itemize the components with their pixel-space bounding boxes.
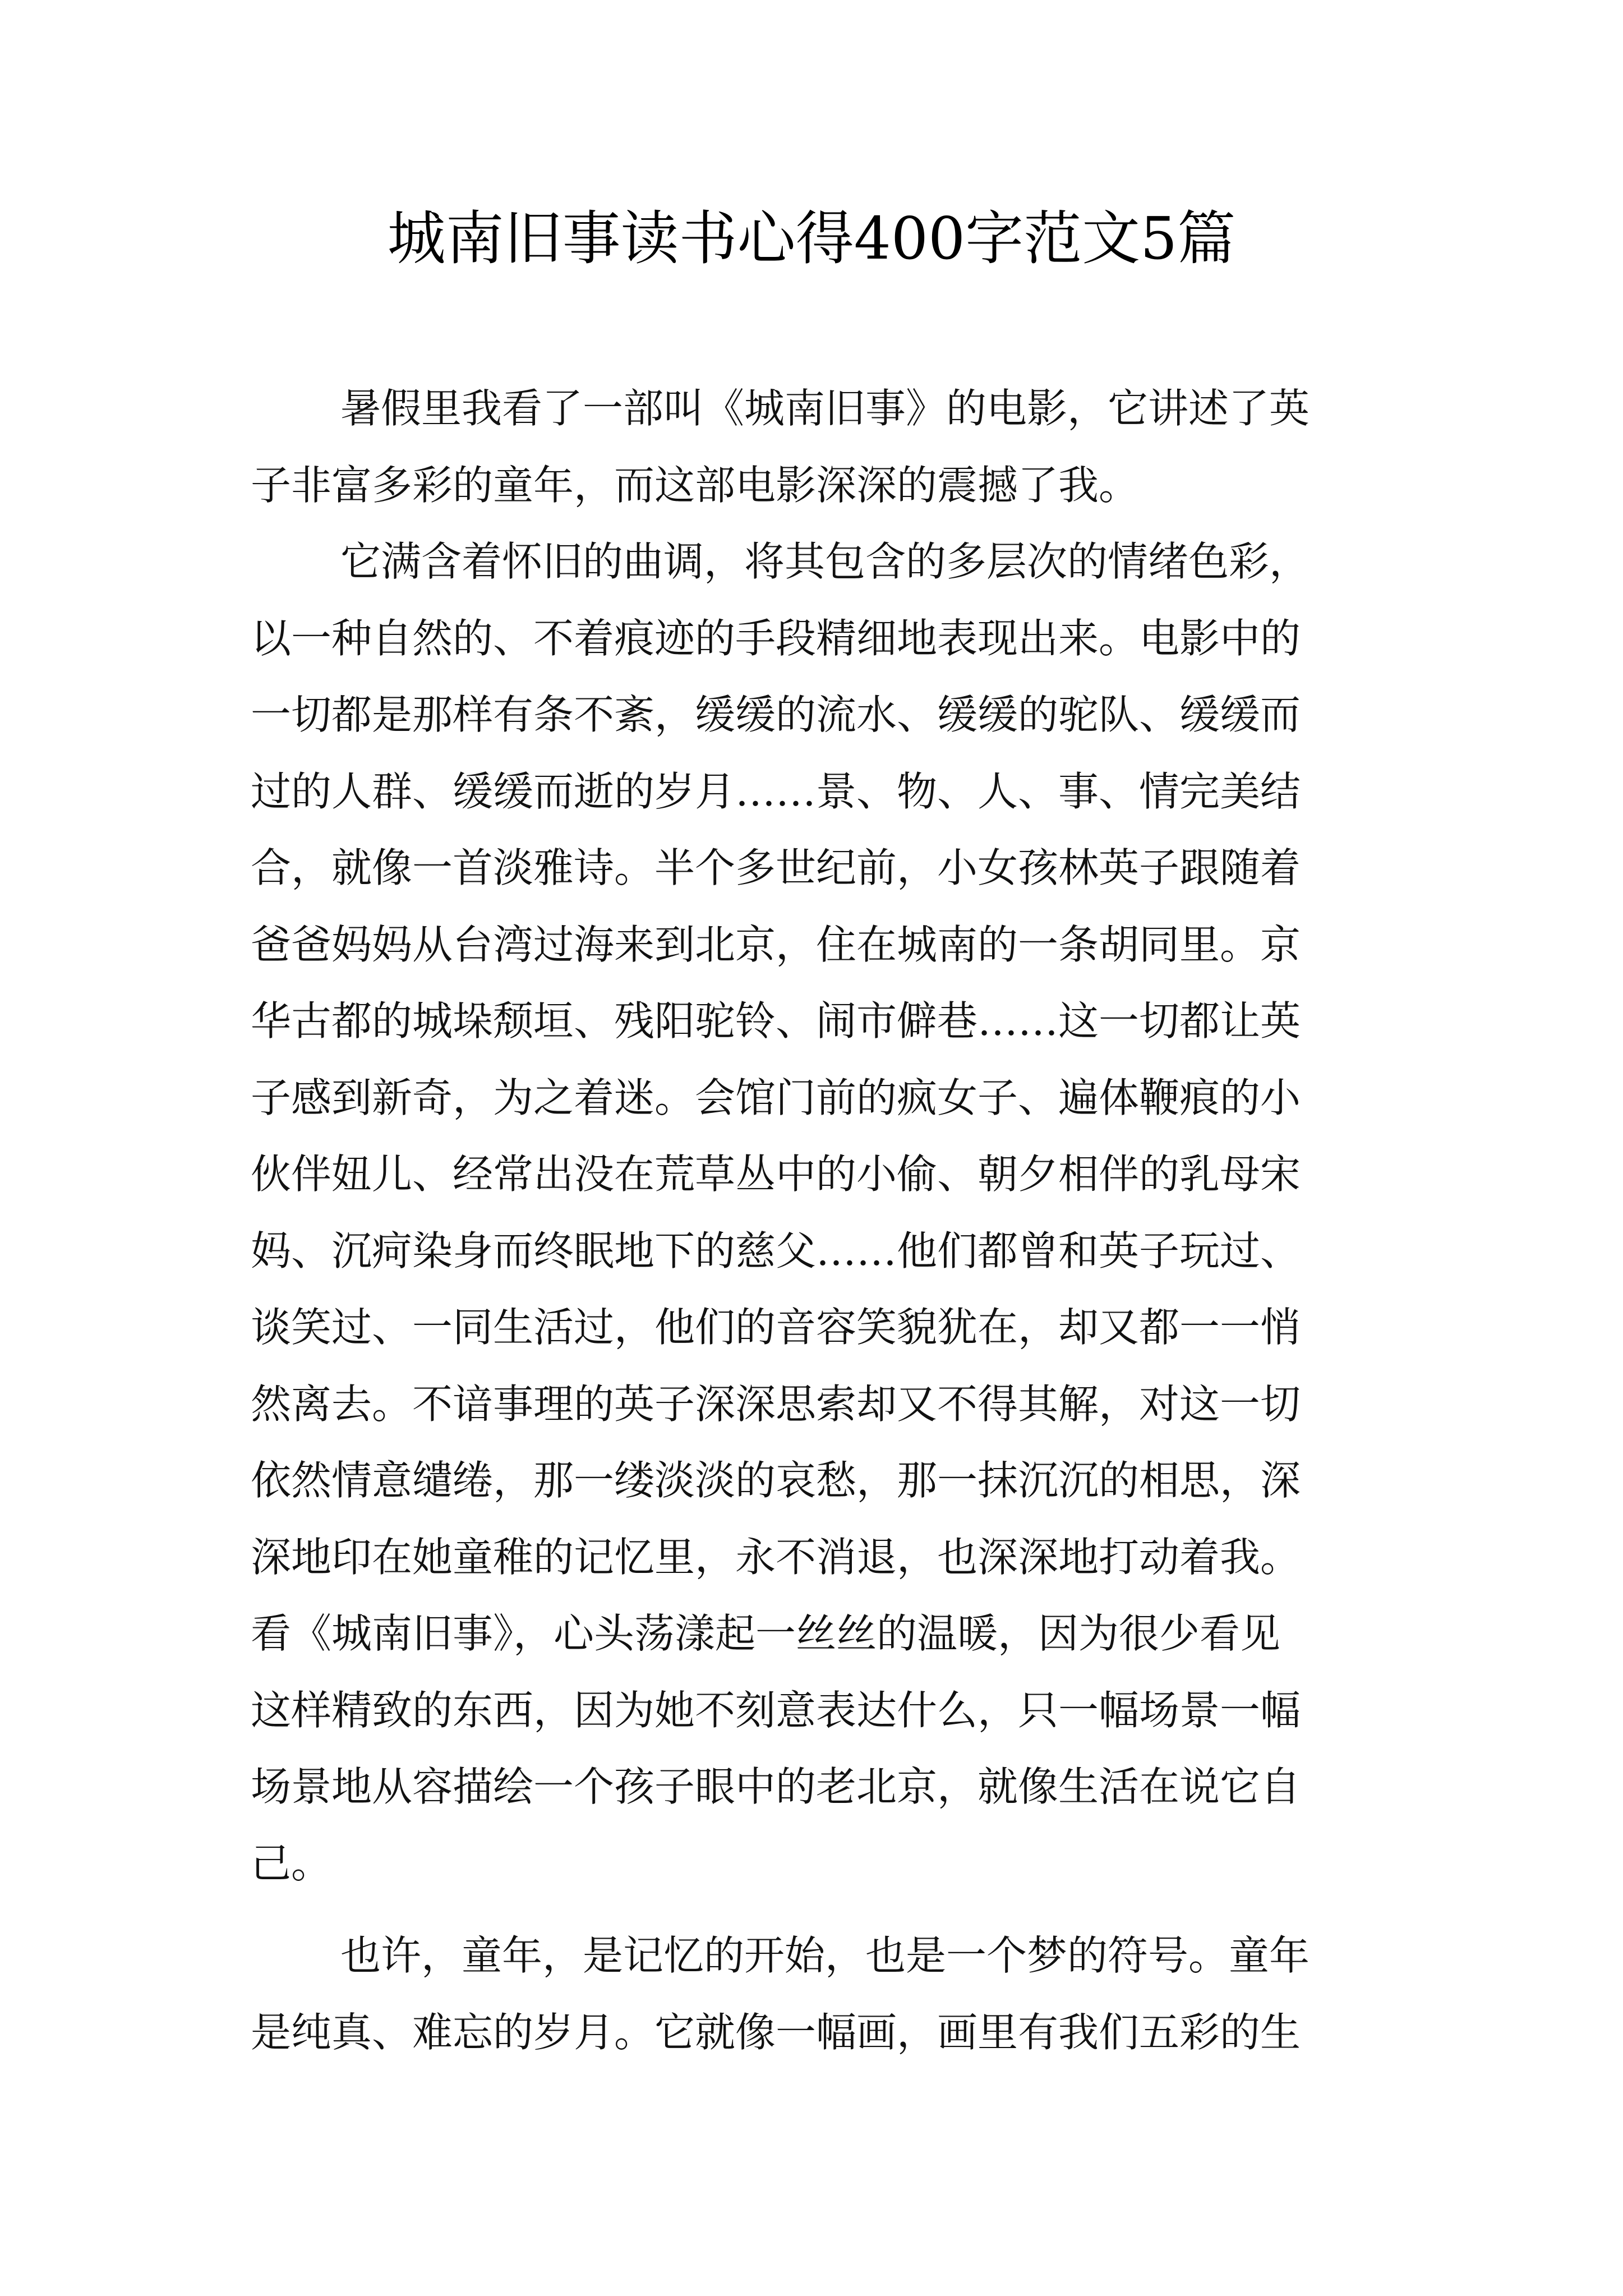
paragraph-line: 深地印在她童稚的记忆里，永不消退，也深深地打动着我。 [251,1533,1301,1581]
paragraph-line: 爸爸妈妈从台湾过海来到北京，住在城南的一条胡同里。京 [251,921,1301,968]
paragraph-line: 是纯真、难忘的岁月。它就像一幅画，画里有我们五彩的生 [251,2008,1301,2056]
document-body [251,370,1381,2070]
paragraph-2 [251,523,1381,1902]
paragraph-line: 过的人群、缓缓而逝的岁月……景、物、人、事、情完美结 [251,767,1301,815]
paragraph-line: 暑假里我看了一部叫《城南旧事》的电影，它讲述了英 [340,385,1310,432]
paragraph-line: 也许，童年，是记忆的开始，也是一个梦的符号。童年 [340,1932,1310,1979]
paragraph-line: 这样精致的东西，因为她不刻意表达什么，只一幅场景一幅 [251,1686,1301,1734]
paragraph-line: 华古都的城垛颓垣、残阳驼铃、闹市僻巷……这一切都让英 [251,997,1301,1045]
paragraph-line: 己。 [251,1839,332,1887]
paragraph-1 [251,370,1381,523]
paragraph-line: 以一种自然的、不着痕迹的手段精细地表现出来。电影中的 [251,614,1301,662]
paragraph-line: 合，就像一首淡雅诗。半个多世纪前，小女孩林英子跟随着 [251,844,1301,891]
paragraph-line: 子非富多彩的童年，而这部电影深深的震撼了我。 [251,461,1140,509]
paragraph-line: 依然情意缱绻，那一缕淡淡的哀愁，那一抹沉沉的相思，深 [251,1457,1301,1504]
document-title: 城南旧事读书心得400字范文5篇 [387,204,1236,273]
paragraph-line: 它满含着怀旧的曲调，将其包含的多层次的情绪色彩， [340,538,1310,585]
paragraph-line: 然离去。不谙事理的英子深深思索却又不得其解，对这一切 [251,1380,1301,1428]
paragraph-line: 伙伴妞儿、经常出没在荒草丛中的小偷、朝夕相伴的乳母宋 [251,1151,1301,1198]
paragraph-3 [251,1917,1381,2070]
paragraph-line: 子感到新奇，为之着迷。会馆门前的疯女子、遍体鞭痕的小 [251,1074,1301,1121]
paragraph-line: 谈笑过、一同生活过，他们的音容笑貌犹在，却又都一一悄 [251,1304,1301,1351]
paragraph-line: 一切都是那样有条不紊，缓缓的流水、缓缓的驼队、缓缓而 [251,691,1301,738]
paragraph-line: 妈、沉疴染身而终眠地下的慈父……他们都曾和英子玩过、 [251,1227,1301,1274]
paragraph-line: 看《城南旧事》，心头荡漾起一丝丝的温暖，因为很少看见 [251,1610,1281,1657]
paragraph-line: 场景地从容描绘一个孩子眼中的老北京，就像生活在说它自 [251,1763,1301,1810]
